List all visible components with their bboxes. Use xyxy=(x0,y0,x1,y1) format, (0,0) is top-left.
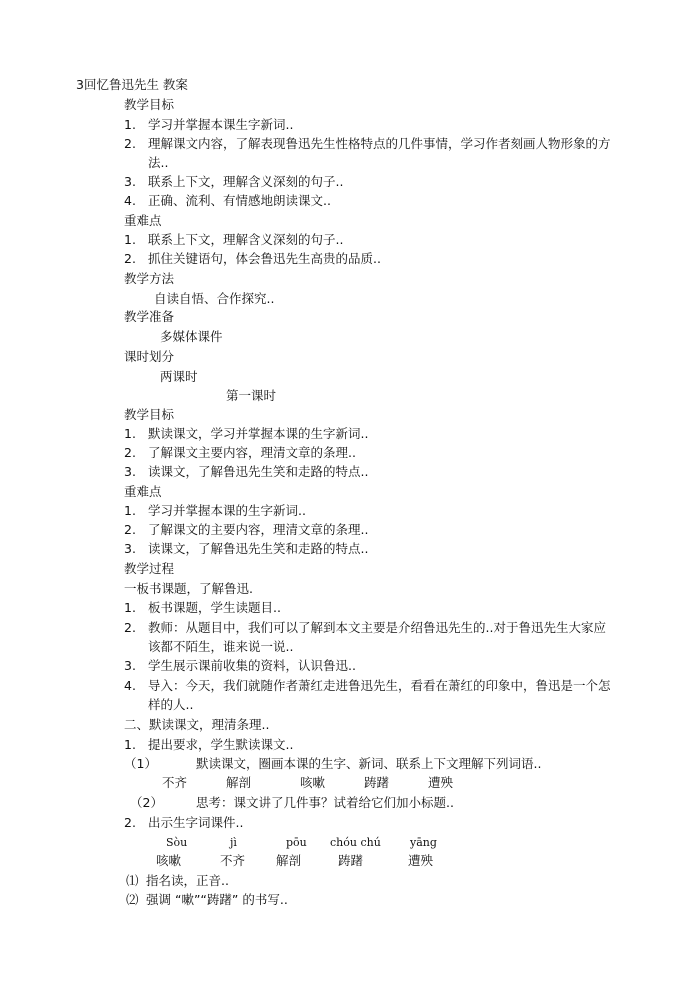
vocab-word: 不齐 xyxy=(220,853,246,868)
list-item: 正确、流利、有情感地朗读课文.. xyxy=(148,193,331,208)
document-title: 3回忆鲁迅先生 教案 xyxy=(76,77,188,92)
vocab-word: 不齐 xyxy=(162,775,188,790)
vocab-word: 咳嗽 xyxy=(300,775,326,790)
section-heading-process: 教学过程 xyxy=(124,561,175,576)
lesson-title: 第一课时 xyxy=(226,388,277,403)
pinyin: jì xyxy=(230,836,237,849)
list-number: 1. xyxy=(124,600,136,615)
list-number: 2. xyxy=(124,815,136,830)
section-heading-method: 教学方法 xyxy=(124,271,175,286)
vocab-word: 解剖 xyxy=(226,775,252,790)
pinyin: pōu xyxy=(286,836,307,849)
list-number: 1. xyxy=(124,503,136,518)
step-item: 指名读，正音.. xyxy=(146,873,229,888)
list-number: 2. xyxy=(124,620,136,635)
sub-item: 思考：课文讲了几件事？试着给它们加小标题.. xyxy=(196,795,454,810)
list-item: 出示生字词课件.. xyxy=(148,815,244,830)
vocab-word: 踌躇 xyxy=(338,853,364,868)
list-item-continuation: 样的人.. xyxy=(148,697,194,712)
vocab-word: 遭殃 xyxy=(428,775,454,790)
list-item: 抓住关键语句，体会鲁迅先生高贵的品质.. xyxy=(148,251,381,266)
list-item: 学习并掌握本课的生字新词.. xyxy=(148,503,306,518)
process-section-1: 一板书课题，了解鲁迅. xyxy=(124,581,253,596)
list-number: 3. xyxy=(124,541,136,556)
method-text: 自读自悟、合作探究.. xyxy=(154,291,275,306)
pinyin: yāng xyxy=(410,836,437,849)
periods-text: 两课时 xyxy=(160,369,198,384)
list-number: 3. xyxy=(124,658,136,673)
sub-item: 默读课文，圈画本课的生字、新词、联系上下文理解下列词语.. xyxy=(196,756,542,771)
list-item: 读课文，了解鲁迅先生笑和走路的特点.. xyxy=(148,464,369,479)
process-section-2: 二、默读课文，理清条理.. xyxy=(124,717,270,732)
sub-number: （1） xyxy=(124,756,157,771)
list-number: 2. xyxy=(124,445,136,460)
step-number: ⑵ xyxy=(126,892,139,907)
section-heading-key-points-2: 重难点 xyxy=(124,484,162,499)
vocab-word: 解剖 xyxy=(276,853,302,868)
list-item: 导入：今天，我们就随作者萧红走进鲁迅先生，看看在萧红的印象中，鲁迅是一个怎 xyxy=(148,678,611,693)
list-item: 了解课文的主要内容，理清文章的条理.. xyxy=(148,522,369,537)
list-item-continuation: 法.. xyxy=(148,155,169,170)
pinyin: Sòu xyxy=(166,836,188,849)
list-number: 2. xyxy=(124,522,136,537)
list-number: 1. xyxy=(124,117,136,132)
prep-text: 多媒体课件 xyxy=(160,329,223,344)
list-number: 1. xyxy=(124,232,136,247)
list-number: 4. xyxy=(124,193,136,208)
list-item-continuation: 该都不陌生，谁来说一说.. xyxy=(148,639,294,654)
list-item: 学习并掌握本课生字新词.. xyxy=(148,117,294,132)
section-heading-goals-2: 教学目标 xyxy=(124,407,175,422)
section-heading-periods: 课时划分 xyxy=(124,349,175,364)
step-number: ⑴ xyxy=(126,873,139,888)
section-heading-prep: 教学准备 xyxy=(124,309,175,324)
list-number: 2. xyxy=(124,251,136,266)
vocab-word: 咳嗽 xyxy=(156,853,182,868)
list-item: 学生展示课前收集的资料，认识鲁迅.. xyxy=(148,658,356,673)
list-number: 1. xyxy=(124,426,136,441)
sub-number: （2） xyxy=(130,795,163,810)
section-heading-goals: 教学目标 xyxy=(124,97,175,112)
list-item: 教师：从题目中，我们可以了解到本文主要是介绍鲁迅先生的..对于鲁迅先生大家应 xyxy=(148,620,606,635)
vocab-word: 踌躇 xyxy=(364,775,390,790)
list-item: 了解课文主要内容，理清文章的条理.. xyxy=(148,445,356,460)
list-item: 默读课文，学习并掌握本课的生字新词.. xyxy=(148,426,369,441)
list-item: 读课文，了解鲁迅先生笑和走路的特点.. xyxy=(148,541,369,556)
list-number: 3. xyxy=(124,464,136,479)
section-heading-key-points: 重难点 xyxy=(124,213,162,228)
list-number: 2. xyxy=(124,136,136,151)
list-number: 4. xyxy=(124,678,136,693)
list-item: 提出要求，学生默读课文.. xyxy=(148,737,294,752)
list-item: 板书课题，学生读题目.. xyxy=(148,600,281,615)
list-item: 联系上下文，理解含义深刻的句子.. xyxy=(148,232,344,247)
list-item: 联系上下文，理解含义深刻的句子.. xyxy=(148,174,344,189)
pinyin: chóu chú xyxy=(330,836,381,849)
list-item: 理解课文内容，了解表现鲁迅先生性格特点的几件事情，学习作者刻画人物形象的方 xyxy=(148,136,611,151)
step-item: 强调 “嗽”“踌躇” 的书写.. xyxy=(146,892,288,907)
vocab-word: 遭殃 xyxy=(408,853,434,868)
list-number: 3. xyxy=(124,174,136,189)
list-number: 1. xyxy=(124,737,136,752)
